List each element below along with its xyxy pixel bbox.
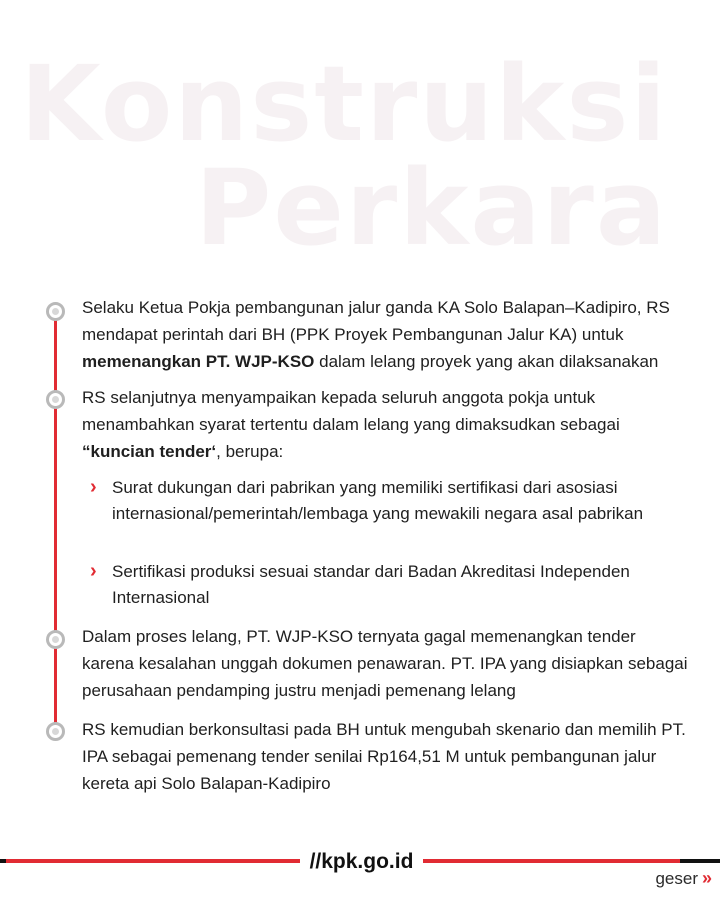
timeline-item-3: Dalam proses lelang, PT. WJP-KSO ternyata gagal memenangkan tender karena kesalahan unggah dokumen penawaran. PT. IPA yang disiapkan sebagai perusahaan pendamping justru menjadi pemenang lelang bbox=[82, 627, 688, 700]
item-2-emphasis: “kuncian tender‘ bbox=[82, 442, 217, 461]
timeline-node-icon bbox=[46, 630, 65, 649]
timeline-node-icon bbox=[46, 390, 65, 409]
timeline-item-2 bbox=[82, 384, 692, 465]
footer-divider-right bbox=[423, 859, 720, 863]
sub-item-1: Surat dukungan dari pabrikan yang memiliki sertifikasi dari asosiasi internasional/pemerintah/lembaga yang mewakili negara asal pabrikan bbox=[112, 478, 644, 523]
item-2-text: RS selanjutnya menyampaikan kepada seluruh anggota pokja untuk menambahkan syarat tertentu dalam lelang yang dimaksudkan sebagai bbox=[82, 388, 620, 434]
item-1-emphasis: memenangkan PT. WJP-KSO bbox=[82, 352, 315, 371]
chevron-right-icon: › bbox=[90, 560, 97, 582]
item-1-text-end: dalam lelang proyek yang akan dilaksanakan bbox=[314, 352, 659, 371]
chevron-right-icon: › bbox=[90, 476, 97, 498]
timeline-node-icon bbox=[46, 302, 65, 321]
timeline-line bbox=[54, 310, 57, 730]
item-2-text-end: , berupa: bbox=[216, 442, 284, 461]
sub-item-2: Sertifikasi produksi sesuai standar dari Badan Akreditasi Independen Internasional bbox=[112, 562, 630, 607]
next-slide-button[interactable] bbox=[655, 866, 712, 891]
watermark-title bbox=[20, 43, 668, 269]
timeline-item-4: RS kemudian berkonsultasi pada BH untuk mengubah skenario dan memilih PT. IPA sebagai pemenang tender senilai Rp164,51 M untuk pembangunan jalur kereta api Solo Balapan-Kadipiro bbox=[82, 720, 686, 793]
timeline-node-icon bbox=[46, 722, 65, 741]
item-1-text: Selaku Ketua Pokja pembangunan jalur ganda KA Solo Balapan–Kadipiro, RS mendapat perintah dari BH (PPK Proyek Pembangunan Jalur KA) untuk bbox=[82, 298, 670, 344]
next-label: geser bbox=[655, 869, 698, 888]
double-chevron-right-icon: » bbox=[701, 868, 712, 888]
watermark-line-1: Konstruksi bbox=[20, 43, 668, 165]
footer-url[interactable]: //kpk.go.id bbox=[309, 850, 414, 873]
footer-divider-left bbox=[0, 859, 300, 863]
timeline-item-1 bbox=[82, 294, 692, 375]
watermark-line-2: Perkara bbox=[195, 147, 668, 269]
